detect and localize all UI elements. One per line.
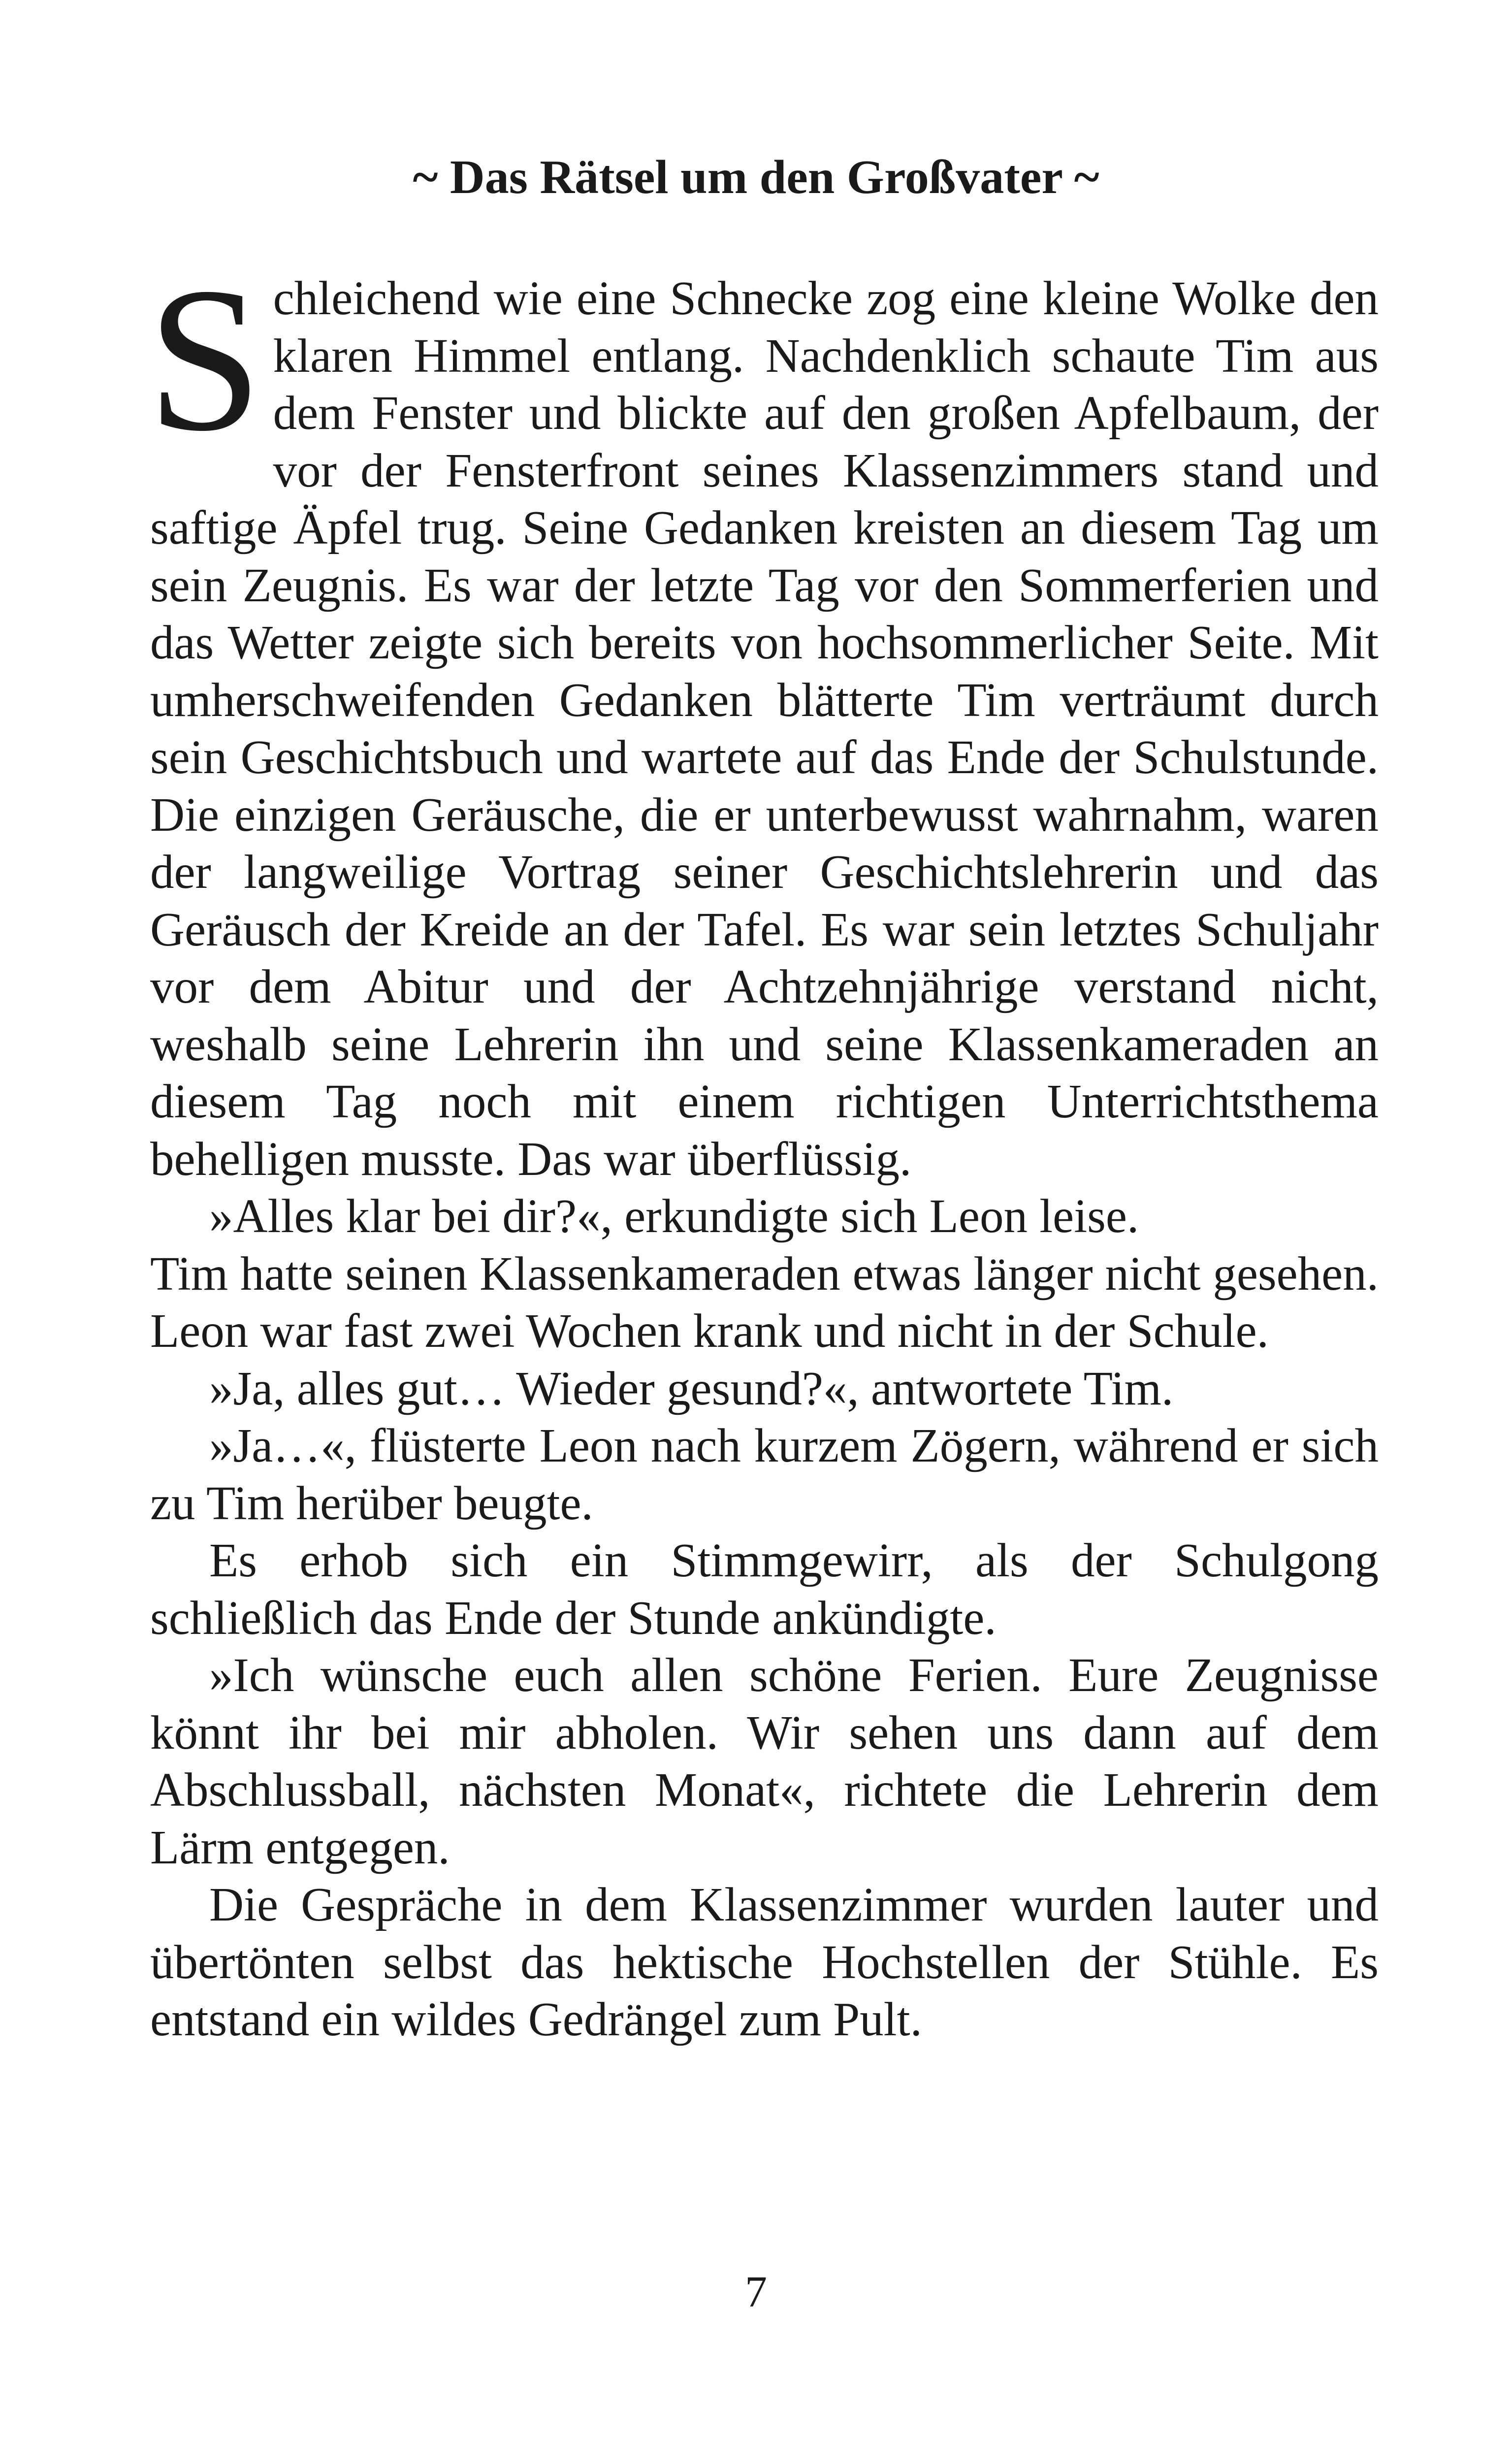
paragraph-text: chleichend wie eine Schnecke zog eine kleine Wolke den klaren Himmel entlang. Nachdenklich schaute Tim aus dem Fenster und blickte auf den großen Apfelbaum, der vor der Fensterfront seines Klassenzimmers stand und saftige Äpfel trug. Seine Gedanken kreisten an diesem Tag um sein Zeugnis. Es war der letzte Tag vor den Sommerferien und das Wetter zeigte sich bereits von hochsommerlicher Seite. Mit umherschweifenden Gedanken blätterte Tim verträumt durch sein Geschichtsbuch und wartete auf das Ende der Schulstunde. Die einzigen Geräusche, die er unterbewusst wahrnahm, waren der langweilige Vortrag seiner Geschichtslehrerin und das Geräusch der Kreide an der Tafel. Es war sein letztes Schuljahr vor dem Abitur und der Achtzehnjährige verstand nicht, weshalb seine Lehrerin ihn und seine Klassenkameraden an diesem Tag noch mit einem richtigen Unterrichtsthema behelligen musste. Das war überflüssig.	[150, 272, 1379, 1185]
paragraph: »Ich wünsche euch allen schöne Ferien. Eure Zeugnisse könnt ihr bei mir abholen. Wir sehen uns dann auf dem Abschlussball, nächsten Monat«, richtete die Lehrerin dem Lärm entgegen.	[150, 1649, 1379, 1874]
paragraph: »Alles klar bei dir?«, erkundigte sich Leon leise.	[209, 1190, 1139, 1242]
drop-cap: S	[147, 245, 262, 474]
paragraph: Tim hatte seinen Klassenkameraden etwas länger nicht gesehen. Leon war fast zwei Wochen krank und nicht in der Schule.	[150, 1247, 1379, 1357]
page-number: 7	[745, 2268, 767, 2316]
paragraph-opening	[147, 245, 1379, 1188]
paragraph: Die Gespräche in dem Klassenzimmer wurden lauter und übertönten selbst das hektische Hochstellen der Stühle. Es entstand ein wildes Gedrängel zum Pult.	[150, 1878, 1379, 2046]
paragraph: »Ja, alles gut… Wieder gesund?«, antwortete Tim.	[209, 1362, 1174, 1415]
chapter-body	[147, 245, 1379, 2049]
paragraph: Es erhob sich ein Stimmgewirr, als der Schulgong schließlich das Ende der Stunde ankündigte.	[150, 1534, 1379, 1644]
paragraph: »Ja…«, flüsterte Leon nach kurzem Zögern, während er sich zu Tim herüber beugte.	[150, 1419, 1379, 1530]
chapter-title: ~ Das Rätsel um den Großvater ~	[413, 151, 1099, 204]
